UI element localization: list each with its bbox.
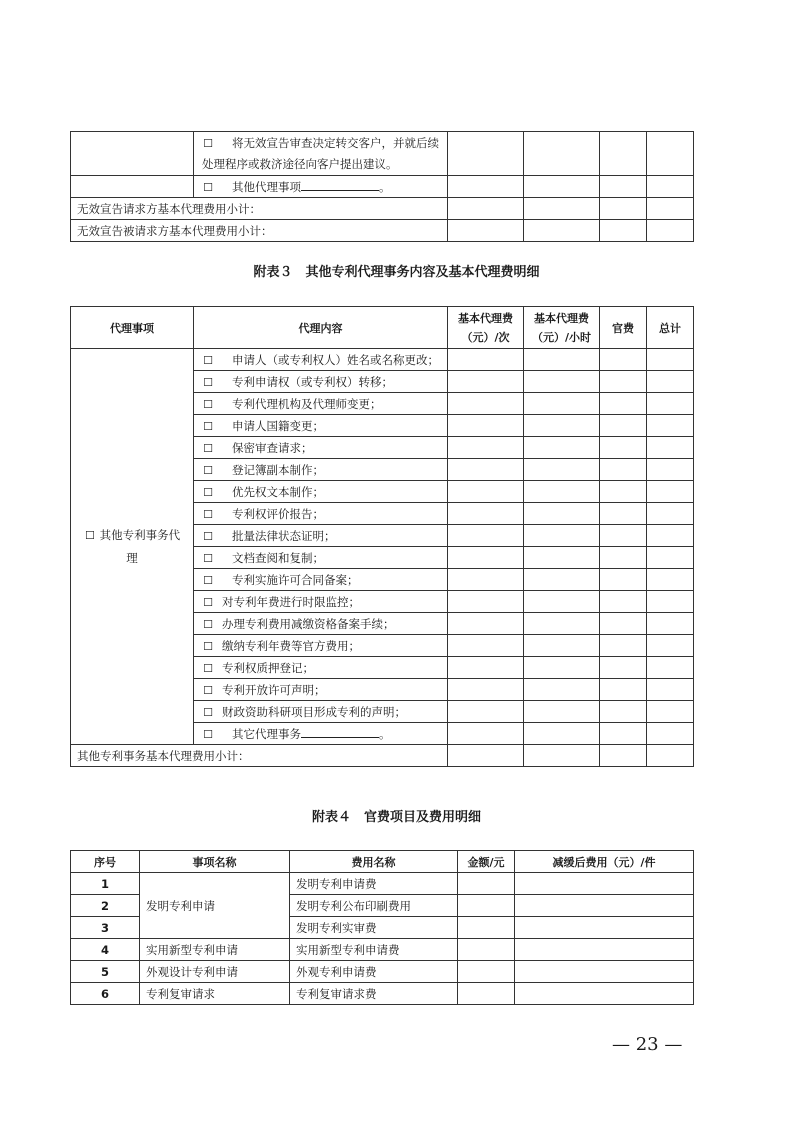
- checkbox-icon[interactable]: ☐: [203, 705, 213, 719]
- service-item: [194, 547, 448, 569]
- item-text: 专利权质押登记；: [222, 660, 314, 675]
- item-text: 保密审查请求；: [232, 440, 313, 455]
- service-item: [194, 591, 448, 613]
- amount-cell[interactable]: [458, 983, 515, 1005]
- appendix3-table: [70, 306, 694, 767]
- service-item: [194, 613, 448, 635]
- fee-cell[interactable]: [524, 613, 600, 635]
- fee-cell[interactable]: [524, 415, 600, 437]
- table-row: [71, 983, 694, 1005]
- fee-cell[interactable]: [600, 220, 647, 242]
- reduced-fee-cell[interactable]: [515, 939, 694, 961]
- checkbox-icon[interactable]: ☐: [203, 136, 213, 150]
- table-row: [71, 939, 694, 961]
- matter-name: 实用新型专利申请: [140, 939, 290, 961]
- fee-cell[interactable]: [524, 547, 600, 569]
- fee-cell[interactable]: [647, 393, 694, 415]
- fee-cell[interactable]: [647, 459, 694, 481]
- amount-cell[interactable]: [458, 939, 515, 961]
- subtotal-requester: 无效宣告请求方基本代理费用小计：: [71, 198, 448, 220]
- fee-cell[interactable]: [524, 657, 600, 679]
- fee-cell[interactable]: [524, 591, 600, 613]
- invalidation-fee-table-continued: [70, 131, 694, 242]
- checkbox-icon[interactable]: ☐: [203, 529, 213, 543]
- matter-name: 外观设计专利申请: [140, 961, 290, 983]
- checkbox-icon[interactable]: ☐: [203, 727, 213, 741]
- fee-cell[interactable]: [524, 393, 600, 415]
- fee-cell[interactable]: [524, 679, 600, 701]
- fee-cell[interactable]: [600, 415, 647, 437]
- item-text: 专利实施许可合同备案；: [232, 572, 359, 587]
- header-total: 总计: [647, 307, 694, 349]
- service-item: [194, 393, 448, 415]
- service-item: [194, 635, 448, 657]
- item-text: 申请人（或专利权人）姓名或名称更改；: [232, 352, 439, 367]
- fee-cell[interactable]: [647, 132, 694, 176]
- fee-cell[interactable]: [647, 371, 694, 393]
- item-text: 专利代理机构及代理师变更；: [232, 396, 382, 411]
- item-text: 其它代理事务: [232, 726, 301, 741]
- item-text: 办理专利费用减缴资格备案手续；: [222, 616, 395, 631]
- fee-cell[interactable]: [448, 723, 524, 745]
- fee-cell[interactable]: [647, 569, 694, 591]
- item-text: 优先权文本制作；: [232, 484, 324, 499]
- fee-cell[interactable]: [448, 613, 524, 635]
- service-item: [194, 371, 448, 393]
- fee-cell[interactable]: [524, 745, 600, 767]
- header-official-fee: 官费: [600, 307, 647, 349]
- header-no: 序号: [71, 851, 140, 873]
- row-number: 1: [71, 873, 140, 895]
- fee-cell[interactable]: [448, 198, 524, 220]
- item-text: 对专利年费进行时限监控；: [222, 594, 360, 609]
- item-text-line1: 将无效宣告审查决定转交客户，并就后续: [232, 135, 439, 150]
- table-row: [71, 873, 694, 895]
- checkbox-icon[interactable]: ☐: [203, 573, 213, 587]
- checkbox-icon[interactable]: ☐: [203, 683, 213, 697]
- blank-fill-line[interactable]: [301, 726, 379, 738]
- fee-cell[interactable]: [647, 657, 694, 679]
- fee-cell[interactable]: [448, 591, 524, 613]
- item-text-line2: 处理程序或救济途径向客户提出建议。: [202, 156, 398, 171]
- fee-cell[interactable]: [647, 679, 694, 701]
- item-text: 专利权评价报告；: [232, 506, 324, 521]
- fee-cell[interactable]: [524, 437, 600, 459]
- service-item: [194, 459, 448, 481]
- fee-cell[interactable]: [524, 525, 600, 547]
- matter-cell: [71, 349, 194, 745]
- appendix3-subtotal: 其他专利事务基本代理费用小计：: [71, 745, 448, 767]
- fee-cell[interactable]: [647, 503, 694, 525]
- checkbox-icon[interactable]: ☐: [203, 463, 213, 477]
- matter-name: 专利复审请求: [140, 983, 290, 1005]
- fee-cell[interactable]: [647, 701, 694, 723]
- header-row: [71, 307, 694, 349]
- fee-cell[interactable]: [600, 723, 647, 745]
- fee-cell[interactable]: [647, 349, 694, 371]
- service-item: [194, 132, 448, 176]
- item-suffix: 。: [379, 179, 391, 194]
- amount-cell[interactable]: [458, 961, 515, 983]
- fee-cell[interactable]: [448, 415, 524, 437]
- fee-cell[interactable]: [524, 569, 600, 591]
- checkbox-icon[interactable]: ☐: [203, 441, 213, 455]
- blank-cell: [71, 132, 194, 176]
- reduced-fee-cell[interactable]: [515, 983, 694, 1005]
- fee-cell[interactable]: [647, 525, 694, 547]
- fee-cell[interactable]: [448, 503, 524, 525]
- fee-cell[interactable]: [600, 198, 647, 220]
- header-reduced-fee: 减缓后费用（元）/件: [515, 851, 694, 873]
- item-text: 批量法律状态证明；: [232, 528, 336, 543]
- fee-cell[interactable]: [524, 503, 600, 525]
- fee-name: 发明专利实审费: [290, 917, 458, 939]
- item-text: 专利开放许可声明；: [222, 682, 326, 697]
- fee-cell[interactable]: [448, 459, 524, 481]
- fee-cell[interactable]: [647, 591, 694, 613]
- fee-cell[interactable]: [600, 657, 647, 679]
- item-text: 其他代理事项: [232, 179, 301, 194]
- fee-cell[interactable]: [600, 701, 647, 723]
- fee-cell[interactable]: [600, 569, 647, 591]
- appendix4-title: 附表４ 官费项目及费用明细: [311, 810, 481, 825]
- fee-cell[interactable]: [600, 371, 647, 393]
- header-fee-per-time: 基本代理费 （元）/次: [448, 307, 524, 349]
- fee-cell[interactable]: [600, 349, 647, 371]
- matter-label-line1: 其他专利事务代: [99, 528, 181, 542]
- reduced-fee-cell[interactable]: [515, 917, 694, 939]
- fee-cell[interactable]: [448, 176, 524, 198]
- fee-cell[interactable]: [524, 701, 600, 723]
- checkbox-icon[interactable]: ☐: [203, 551, 213, 565]
- subtotal-respondent: 无效宣告被请求方基本代理费用小计：: [71, 220, 448, 242]
- checkbox-icon[interactable]: ☐: [203, 353, 213, 367]
- row-number: 6: [71, 983, 140, 1005]
- item-text: 登记簿副本制作；: [232, 462, 324, 477]
- fee-cell[interactable]: [647, 481, 694, 503]
- fee-cell[interactable]: [524, 459, 600, 481]
- item-suffix: 。: [379, 726, 391, 741]
- amount-cell[interactable]: [458, 873, 515, 895]
- checkbox-icon[interactable]: ☐: [203, 617, 213, 631]
- fee-cell[interactable]: [647, 198, 694, 220]
- item-text: 缴纳专利年费等官方费用；: [222, 638, 360, 653]
- fee-cell[interactable]: [524, 176, 600, 198]
- fee-cell[interactable]: [524, 132, 600, 176]
- fee-cell[interactable]: [600, 547, 647, 569]
- fee-cell[interactable]: [524, 723, 600, 745]
- row-number: 2: [71, 895, 140, 917]
- service-item: [194, 569, 448, 591]
- fee-cell[interactable]: [647, 437, 694, 459]
- header-fee-name: 费用名称: [290, 851, 458, 873]
- service-item: [194, 679, 448, 701]
- service-item: [194, 176, 448, 198]
- blank-fill-line[interactable]: [301, 179, 379, 191]
- fee-name: 发明专利申请费: [290, 873, 458, 895]
- service-item: [194, 481, 448, 503]
- fee-cell[interactable]: [600, 745, 647, 767]
- fee-cell[interactable]: [448, 481, 524, 503]
- appendix4-table: [70, 850, 694, 1005]
- service-item: [194, 525, 448, 547]
- reduced-fee-cell[interactable]: [515, 961, 694, 983]
- fee-cell[interactable]: [448, 132, 524, 176]
- fee-name: 专利复审请求费: [290, 983, 458, 1005]
- fee-cell[interactable]: [600, 635, 647, 657]
- fee-cell[interactable]: [448, 349, 524, 371]
- item-text: 申请人国籍变更；: [232, 418, 324, 433]
- service-item: [194, 349, 448, 371]
- fee-cell[interactable]: [448, 679, 524, 701]
- header-matter: 代理事项: [71, 307, 194, 349]
- fee-cell[interactable]: [524, 198, 600, 220]
- fee-cell[interactable]: [600, 437, 647, 459]
- fee-cell[interactable]: [524, 349, 600, 371]
- fee-cell[interactable]: [600, 679, 647, 701]
- reduced-fee-cell[interactable]: [515, 895, 694, 917]
- fee-cell[interactable]: [647, 547, 694, 569]
- fee-name: 实用新型专利申请费: [290, 939, 458, 961]
- service-item: [194, 657, 448, 679]
- fee-cell[interactable]: [448, 371, 524, 393]
- fee-cell[interactable]: [524, 635, 600, 657]
- fee-cell[interactable]: [448, 569, 524, 591]
- table-row: [71, 349, 694, 371]
- fee-cell[interactable]: [600, 459, 647, 481]
- checkbox-icon[interactable]: ☐: [203, 507, 213, 521]
- fee-cell[interactable]: [448, 547, 524, 569]
- fee-cell[interactable]: [647, 176, 694, 198]
- header-content: 代理内容: [194, 307, 448, 349]
- matter-name: 发明专利申请: [140, 873, 290, 939]
- service-item: [194, 701, 448, 723]
- checkbox-icon[interactable]: ☐: [84, 529, 95, 542]
- fee-cell[interactable]: [524, 220, 600, 242]
- fee-cell[interactable]: [647, 745, 694, 767]
- reduced-fee-cell[interactable]: [515, 873, 694, 895]
- checkbox-icon[interactable]: ☐: [203, 180, 213, 194]
- fee-cell[interactable]: [600, 481, 647, 503]
- header-amount: 金额/元: [458, 851, 515, 873]
- appendix3-title: 附表３ 其他专利代理事务内容及基本代理费明细: [253, 265, 540, 280]
- fee-cell[interactable]: [524, 371, 600, 393]
- checkbox-icon[interactable]: ☐: [203, 375, 213, 389]
- fee-cell[interactable]: [600, 613, 647, 635]
- row-number: 3: [71, 917, 140, 939]
- checkbox-icon[interactable]: ☐: [203, 661, 213, 675]
- fee-cell[interactable]: [600, 591, 647, 613]
- header-matter-name: 事项名称: [140, 851, 290, 873]
- fee-name: 发明专利公布印刷费用: [290, 895, 458, 917]
- fee-cell[interactable]: [448, 220, 524, 242]
- checkbox-icon[interactable]: ☐: [203, 639, 213, 653]
- fee-cell[interactable]: [647, 613, 694, 635]
- checkbox-icon[interactable]: ☐: [203, 595, 213, 609]
- checkbox-icon[interactable]: ☐: [203, 419, 213, 433]
- page-number: — 23 —: [612, 1034, 683, 1055]
- checkbox-icon[interactable]: ☐: [203, 397, 213, 411]
- row-number: 5: [71, 961, 140, 983]
- fee-cell[interactable]: [647, 635, 694, 657]
- fee-cell[interactable]: [448, 635, 524, 657]
- row-number: 4: [71, 939, 140, 961]
- fee-cell[interactable]: [647, 415, 694, 437]
- fee-cell[interactable]: [600, 393, 647, 415]
- table-row: [71, 961, 694, 983]
- fee-cell[interactable]: [448, 437, 524, 459]
- fee-cell[interactable]: [448, 745, 524, 767]
- fee-cell[interactable]: [600, 503, 647, 525]
- amount-cell[interactable]: [458, 895, 515, 917]
- amount-cell[interactable]: [458, 917, 515, 939]
- fee-cell[interactable]: [524, 481, 600, 503]
- fee-cell[interactable]: [600, 525, 647, 547]
- header-fee-per-hour: 基本代理费 （元）/小时: [524, 307, 600, 349]
- service-item: [194, 415, 448, 437]
- fee-cell[interactable]: [647, 220, 694, 242]
- fee-cell[interactable]: [448, 701, 524, 723]
- fee-cell[interactable]: [600, 132, 647, 176]
- item-text: 文档查阅和复制；: [232, 550, 324, 565]
- item-text: 专利申请权（或专利权）转移；: [232, 374, 393, 389]
- fee-name: 外观专利申请费: [290, 961, 458, 983]
- checkbox-icon[interactable]: ☐: [203, 485, 213, 499]
- blank-cell: [71, 176, 194, 198]
- service-item: [194, 437, 448, 459]
- item-text: 财政资助科研项目形成专利的声明；: [222, 704, 406, 719]
- service-item: [194, 723, 448, 745]
- fee-cell[interactable]: [448, 657, 524, 679]
- matter-label-line2: 理: [126, 551, 138, 565]
- fee-cell[interactable]: [600, 176, 647, 198]
- fee-cell[interactable]: [448, 525, 524, 547]
- fee-cell[interactable]: [647, 723, 694, 745]
- service-item: [194, 503, 448, 525]
- fee-cell[interactable]: [448, 393, 524, 415]
